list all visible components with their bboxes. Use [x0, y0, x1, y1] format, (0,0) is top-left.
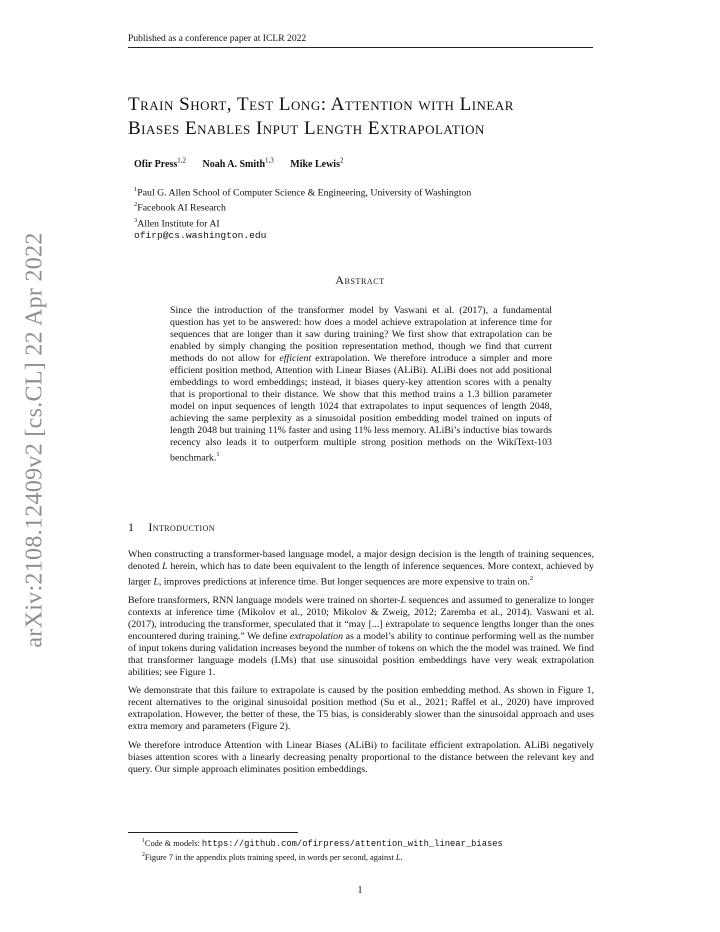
author-2-name: Noah A. Smith — [202, 159, 265, 171]
paragraph-2-text-c: as a model’s ability to continue performing well as the number of input tokens during validation increases beyond the number of tokens on which the the model was trained. We find that transformer language models (LMs) that use sinusoidal position embeddings have very weak extrapolation abilities; see Figure 1. — [128, 630, 594, 678]
arxiv-stamp-text: arXiv:2108.12409v2 [cs.CL] 22 Apr 2022 — [21, 232, 48, 648]
author-1-name: Ofir Press — [134, 159, 178, 171]
contact-email[interactable]: ofirp@cs.washington.edu — [134, 230, 267, 242]
author-2-affil-mark: 1,3 — [265, 157, 274, 165]
author-1 — [134, 159, 186, 170]
abstract-heading: Abstract — [335, 273, 385, 287]
code-repository-link[interactable]: https://github.com/ofirpress/attention_with_linear_biases — [201, 838, 503, 849]
paragraph-2 — [128, 595, 594, 679]
title-line-2: Biases Enables Input Length Extrapolation — [128, 118, 485, 139]
affiliation-1-mark: 1 — [134, 186, 138, 193]
footnote-2-mark: 2 — [142, 851, 145, 858]
abstract-body — [170, 305, 552, 464]
affiliation-2-mark: 2 — [134, 201, 138, 209]
paragraph-1-text-c: , improves predictions at inference time. But longer sequences are more expensive to train on. — [158, 576, 530, 588]
footnote-1 — [142, 836, 602, 850]
affiliations — [134, 184, 584, 243]
abstract-footnote-mark[interactable]: 1 — [216, 451, 220, 458]
abstract-text-part-2: extrapolation. We therefore introduce a simpler and more efficient position method, Attention with Linear Biases (ALiBi). ALiBi does not add positional embeddings to word embeddings; instead, it biases query-key attention scores with a penalty that is proportional to their distance. We show that this method trains a 1.3 billion parameter model on input sequences of length 1024 that extrapolates to input sequences of length 2048, achieving the same perplexity as a sinusoidal position embedding model trained on inputs of length 2048 but training 11% faster and using 11% less memory. ALiBi’s inductive bias towards recency also leads it to outperform multiple strong position methods on the WikiText-103 benchmark. — [170, 353, 552, 464]
paragraph-2-var: L — [400, 594, 406, 606]
paragraph-1 — [128, 549, 594, 588]
paragraph-2-emphasis: extrapolation — [289, 630, 344, 642]
author-1-affil-mark: 1,2 — [177, 157, 186, 165]
paragraph-1-text-b: herein, which has to date been equivalent to the length of inference sequences. More context, achieved by larger — [128, 561, 594, 588]
arxiv-stamp — [20, 232, 50, 648]
page-number: 1 — [357, 885, 363, 896]
footnote-divider — [128, 832, 298, 833]
author-3-name: Mike Lewis — [290, 159, 340, 171]
affiliation-3-text: Allen Institute for AI — [137, 218, 220, 230]
abstract-emphasis: efficient — [279, 353, 312, 364]
author-3 — [290, 159, 343, 170]
title-line-1: Train Short, Test Long: Attention with Linear — [128, 94, 514, 115]
introduction-body — [128, 549, 594, 782]
affiliation-3-mark: 3 — [134, 216, 138, 224]
paper-title — [128, 93, 603, 141]
section-title: Introduction — [148, 520, 215, 534]
paragraph-1-text-a: When constructing a transformer-based language model, a major design decision is the length of training sequences, denoted — [128, 549, 594, 572]
paragraph-2-text-a: Before transformers, RNN language models were trained on shorter- — [128, 594, 401, 606]
affiliation-2-text: Facebook AI Research — [137, 202, 226, 214]
footnote-1-label: Code & models: — [144, 838, 202, 848]
paragraph-1-footnote-mark[interactable]: 2 — [529, 575, 534, 582]
paragraph-2-text-b: sequences and assumed to generalize to longer contexts at inference time (Mikolov et al., 2010; Mikolov & Zweig, 2012; Zaremba et al., 2014). Vaswani et al. (2017), introducing the transformer, speculated that it “may [...] extrapolate to sequence lengths longer than the ones encountered during training.” We define — [128, 594, 595, 642]
footnotes — [142, 836, 602, 863]
affiliation-1 — [134, 184, 584, 199]
affiliation-3 — [134, 215, 584, 230]
author-2 — [202, 159, 273, 170]
abstract-text-part-1: Since the introduction of the transformer model by Vaswani et al. (2017), a fundamental question has yet to be answered: how does a model achieve extrapolation at inference time for sequences that are longer than it saw during training? We first show that extrapolation can be enabled by simply changing the position representation method, though we find that current methods do not allow for — [170, 305, 552, 364]
affiliation-2 — [134, 199, 584, 214]
section-number: 1 — [128, 520, 135, 534]
footnote-2-text: Figure 7 in the appendix plots training speed, in words per second, against — [144, 852, 396, 862]
footnote-2-var: L — [395, 852, 401, 862]
paragraph-3: We demonstrate that this failure to extrapolate is caused by the position embedding method. As shown in Figure 1, recent alternatives to the original sinusoidal position method (Su et al., 2021; Raffel et al., 2020) have improved extrapolation. However, the better of these, the T5 bias, is considerably slower than the sinusoidal approach and uses extra memory and parameters (Figure 2). — [128, 685, 594, 733]
footnote-2-end: . — [400, 852, 403, 862]
running-head: Published as a conference paper at ICLR 2022 — [128, 33, 593, 48]
paragraph-1-var-1: L — [162, 561, 168, 572]
footnote-1-mark: 1 — [142, 838, 145, 844]
section-heading-introduction — [128, 520, 215, 535]
paragraph-1-var-2: L — [153, 576, 159, 588]
paragraph-4: We therefore introduce Attention with Linear Biases (ALiBi) to facilitate efficient extrapolation. ALiBi negatively biases attention scores with a linearly decreasing penalty proportional to the distance between the relevant key and query. Our simple approach eliminates position embeddings. — [128, 739, 594, 775]
affiliation-1-text: Paul G. Allen School of Computer Science & Engineering, University of Washington — [137, 187, 472, 199]
author-list — [134, 157, 357, 170]
footnote-2 — [142, 850, 602, 863]
author-3-affil-mark: 2 — [339, 157, 344, 165]
